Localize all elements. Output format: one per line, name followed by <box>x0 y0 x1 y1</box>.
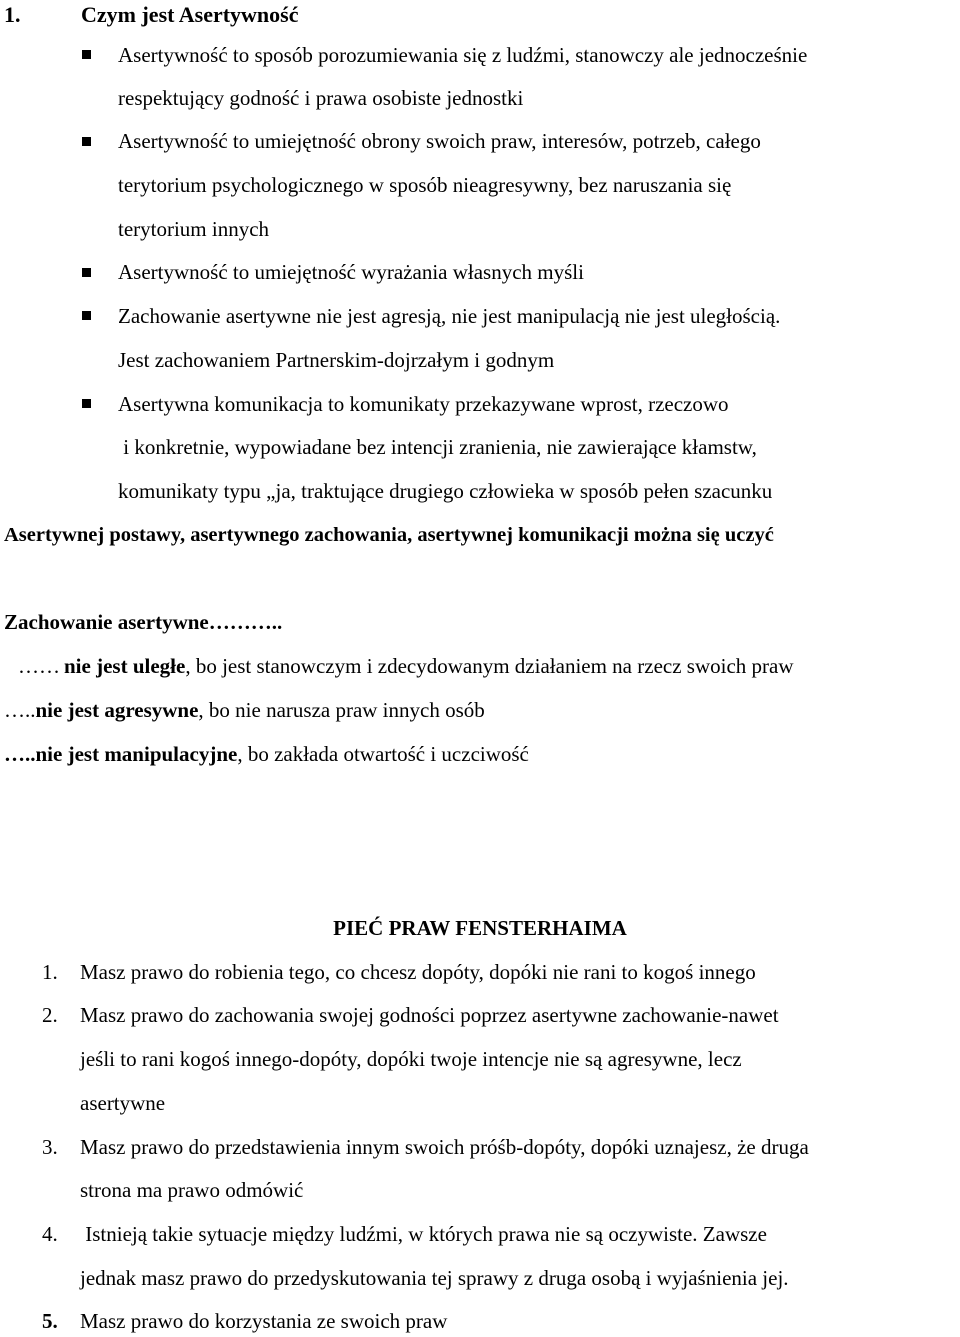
right-5-line-1: Masz prawo do korzystania ze swoich praw <box>80 1309 448 1333</box>
right-3-line-2: strona ma prawo odmówić <box>80 1178 304 1202</box>
bullet-5-line-1: Asertywna komunikacja to komunikaty przekazywane wprost, rzeczowo <box>118 392 729 416</box>
right-4-line-2: jednak masz prawo do przedyskutowania tej sprawy z druga osobą i wyjaśnienia jej. <box>80 1266 789 1290</box>
bullet-4-line-1: Zachowanie asertywne nie jest agresją, nie jest manipulacją nie jest uległością. <box>118 304 781 328</box>
bullet-square-icon <box>82 399 91 408</box>
right-number: 5. <box>42 1309 58 1333</box>
behavior-item-bold: nie jest agresywne <box>35 698 199 722</box>
right-2-line-1: Masz prawo do zachowania swojej godności poprzez asertywne zachowanie-nawet <box>80 1003 779 1027</box>
behavior-item-bold: nie jest uległe <box>64 654 186 678</box>
behavior-item-bold: nie jest manipulacyjne <box>35 742 238 766</box>
behavior-item-1 <box>18 651 794 681</box>
bullet-square-icon <box>82 50 91 59</box>
rights-title: PIEĆ PRAW FENSTERHAIMA <box>333 916 627 940</box>
bullet-5-line-2: i konkretnie, wypowiadane bez intencji zranienia, nie zawierające kłamstw, <box>118 435 757 459</box>
bullet-2-line-3: terytorium innych <box>118 217 270 241</box>
bullet-2-line-1: Asertywność to umiejętność obrony swoich praw, interesów, potrzeb, całego <box>118 129 761 153</box>
behavior-item-prefix: ….. <box>4 742 36 766</box>
right-2-line-3: asertywne <box>80 1091 166 1115</box>
behavior-item-prefix: ….. <box>4 698 36 722</box>
section-title: Czym jest Asertywność <box>81 2 299 27</box>
bullet-square-icon <box>82 268 91 277</box>
behavior-item-rest: , bo nie narusza praw innych osób <box>198 698 485 722</box>
learn-statement: Asertywnej postawy, asertywnego zachowania, asertywnej komunikacji można się uczyć <box>4 524 774 546</box>
right-2-line-2: jeśli to rani kogoś innego-dopóty, dopóki twoje intencje nie są agresywne, lecz <box>80 1047 742 1071</box>
bullet-square-icon <box>82 137 91 146</box>
right-3-line-1: Masz prawo do przedstawienia innym swoich próśb-dopóty, dopóki uznajesz, że druga <box>80 1135 809 1159</box>
section-number: 1. <box>4 2 21 27</box>
behavior-title: Zachowanie asertywne……….. <box>4 610 283 634</box>
right-1-line-1: Masz prawo do robienia tego, co chcesz dopóty, dopóki nie rani to kogoś innego <box>80 960 756 984</box>
right-number: 3. <box>42 1135 58 1159</box>
behavior-item-2 <box>4 695 485 725</box>
behavior-item-rest: , bo jest stanowczym i zdecydowanym działaniem na rzecz swoich praw <box>185 654 794 678</box>
bullet-2-line-2: terytorium psychologicznego w sposób nieagresywny, bez naruszania się <box>118 173 732 197</box>
bullet-1-line-1: Asertywność to sposób porozumiewania się z ludźmi, stanowczy ale jednocześnie <box>118 43 808 67</box>
bullet-4-line-2: Jest zachowaniem Partnerskim-dojrzałym i godnym <box>118 348 555 372</box>
right-4-line-1: Istnieją takie sytuacje między ludźmi, w których prawa nie są oczywiste. Zawsze <box>80 1222 767 1246</box>
bullet-3-line-1: Asertywność to umiejętność wyrażania własnych myśli <box>118 260 584 284</box>
behavior-item-rest: , bo zakłada otwartość i uczciwość <box>237 742 529 766</box>
right-number: 4. <box>42 1222 58 1246</box>
section-heading <box>0 0 400 30</box>
right-number: 1. <box>42 960 58 984</box>
behavior-item-prefix: …… <box>18 654 60 678</box>
right-number: 2. <box>42 1003 58 1027</box>
behavior-item-3 <box>4 739 529 769</box>
bullet-5-line-3: komunikaty typu „ja, traktujące drugiego człowieka w sposób pełen szacunku <box>118 479 773 503</box>
bullet-1-line-2: respektujący godność i prawa osobiste jednostki <box>118 86 524 110</box>
bullet-square-icon <box>82 311 91 320</box>
